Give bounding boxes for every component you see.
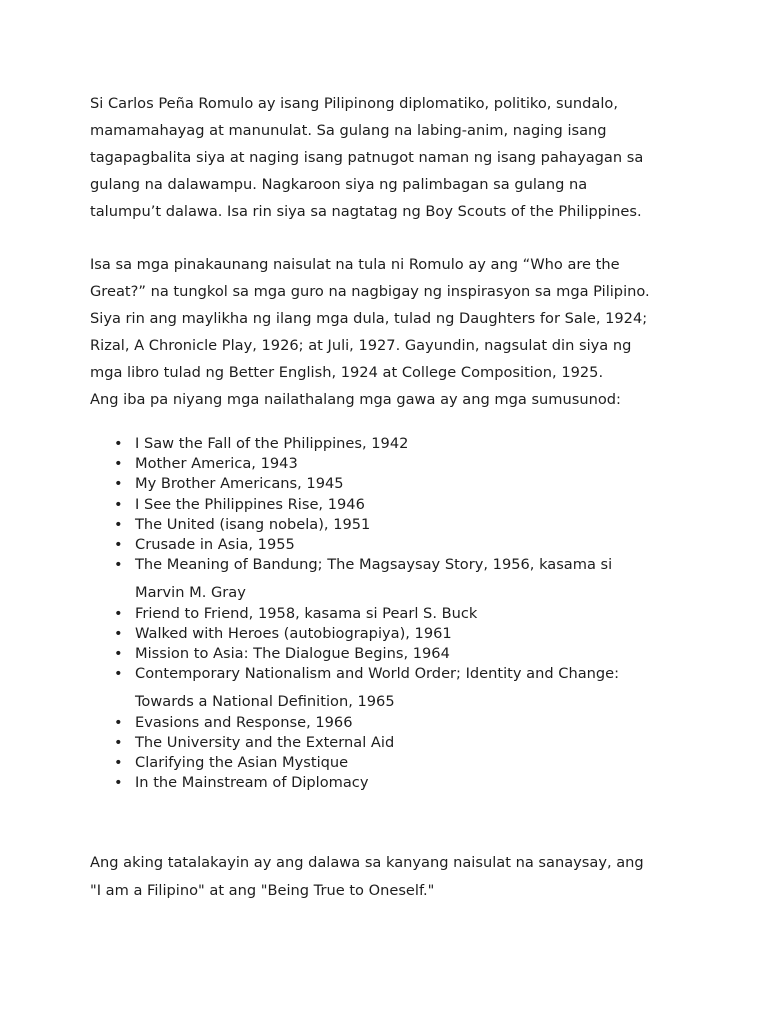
- text-line: gulang na dalawampu. Nagkaroon siya ng palimbagan sa gulang na: [90, 176, 588, 193]
- bullet-icon: •: [114, 624, 123, 642]
- text-line: mamamahayag at manunulat. Sa gulang na labing-anim, naging isang: [90, 122, 607, 139]
- text-line: Rizal, A Chronicle Play, 1926; at Juli, 1927. Gayundin, nagsulat din siya ng: [90, 337, 632, 354]
- bullet-icon: •: [114, 665, 123, 683]
- list-item: [90, 434, 690, 454]
- list-item: [90, 495, 690, 515]
- bullet-icon: •: [114, 556, 123, 574]
- text-line: Ang aking tatalakayin ay ang dalawa sa kanyang naisulat na sanaysay, ang: [90, 854, 644, 872]
- bullet-icon: •: [114, 455, 123, 473]
- works-paragraph: [90, 251, 690, 413]
- bullet-icon: •: [114, 515, 123, 533]
- list-item-continuation: Towards a National Definition, 1965: [135, 693, 395, 711]
- list-item: [90, 753, 690, 773]
- list-item-text: In the Mainstream of Diplomacy: [135, 774, 369, 792]
- list-intro-line: Ang iba pa niyang mga nailathalang mga gawa ay ang mga sumusunod:: [90, 391, 621, 408]
- list-item-text: Friend to Friend, 1958, kasama si Pearl S. Buck: [135, 604, 478, 622]
- list-item-text: I See the Philippines Rise, 1946: [135, 495, 365, 513]
- intro-paragraph: [90, 90, 690, 225]
- list-item-text: Walked with Heroes (autobiograpiya), 1961: [135, 624, 452, 642]
- list-item: [90, 733, 690, 753]
- bullet-icon: •: [114, 604, 123, 622]
- list-item: [90, 713, 690, 733]
- works-list: [90, 434, 690, 793]
- list-item: [90, 474, 690, 494]
- list-item-text: Evasions and Response, 1966: [135, 713, 353, 731]
- text-line: "I am a Filipino" at ang "Being True to Oneself.": [90, 882, 435, 900]
- bullet-icon: •: [114, 774, 123, 792]
- text-line: Si Carlos Peña Romulo ay isang Pilipinong diplomatiko, politiko, sundalo,: [90, 95, 618, 112]
- list-item-text: The Meaning of Bandung; The Magsaysay Story, 1956, kasama si: [135, 556, 613, 574]
- bullet-icon: •: [114, 495, 123, 513]
- list-item: [90, 604, 690, 624]
- bullet-icon: •: [114, 475, 123, 493]
- list-item-text: I Saw the Fall of the Philippines, 1942: [135, 435, 409, 452]
- list-item-text: My Brother Americans, 1945: [135, 475, 344, 493]
- text-line: mga libro tulad ng Better English, 1924 at College Composition, 1925.: [90, 364, 604, 381]
- list-item: [90, 515, 690, 535]
- list-item-text: Contemporary Nationalism and World Order; Identity and Change:: [135, 665, 620, 683]
- document-page: [90, 90, 690, 905]
- bullet-icon: •: [114, 536, 123, 554]
- list-item: [90, 535, 690, 555]
- bullet-icon: •: [114, 435, 123, 452]
- list-item: [90, 555, 690, 603]
- list-item-text: The University and the External Aid: [135, 733, 395, 751]
- bullet-icon: •: [114, 754, 123, 772]
- text-line: Great?” na tungkol sa mga guro na nagbigay ng inspirasyon sa mga Pilipino.: [90, 283, 650, 300]
- list-item: [90, 454, 690, 474]
- text-line: tagapagbalita siya at naging isang patnugot naman ng isang pahayagan sa: [90, 149, 644, 166]
- text-line: Siya rin ang maylikha ng ilang mga dula, tulad ng Daughters for Sale, 1924;: [90, 310, 648, 327]
- list-item-text: Clarifying the Asian Mystique: [135, 754, 349, 772]
- list-item: [90, 773, 690, 793]
- text-line: talumpu’t dalawa. Isa rin siya sa nagtatag ng Boy Scouts of the Philippines.: [90, 203, 642, 220]
- list-item-text: Crusade in Asia, 1955: [135, 536, 295, 554]
- closing-paragraph: [90, 849, 690, 905]
- list-item-text: Mother America, 1943: [135, 455, 298, 473]
- list-item: [90, 624, 690, 644]
- list-item-text: The United (isang nobela), 1951: [135, 515, 371, 533]
- bullet-icon: •: [114, 733, 123, 751]
- bullet-icon: •: [114, 645, 123, 663]
- bullet-icon: •: [114, 713, 123, 731]
- list-item: [90, 644, 690, 664]
- list-item: [90, 664, 690, 712]
- text-line: Isa sa mga pinakaunang naisulat na tula ni Romulo ay ang “Who are the: [90, 256, 620, 273]
- list-item-text: Mission to Asia: The Dialogue Begins, 1964: [135, 645, 450, 663]
- list-item-continuation: Marvin M. Gray: [135, 584, 246, 602]
